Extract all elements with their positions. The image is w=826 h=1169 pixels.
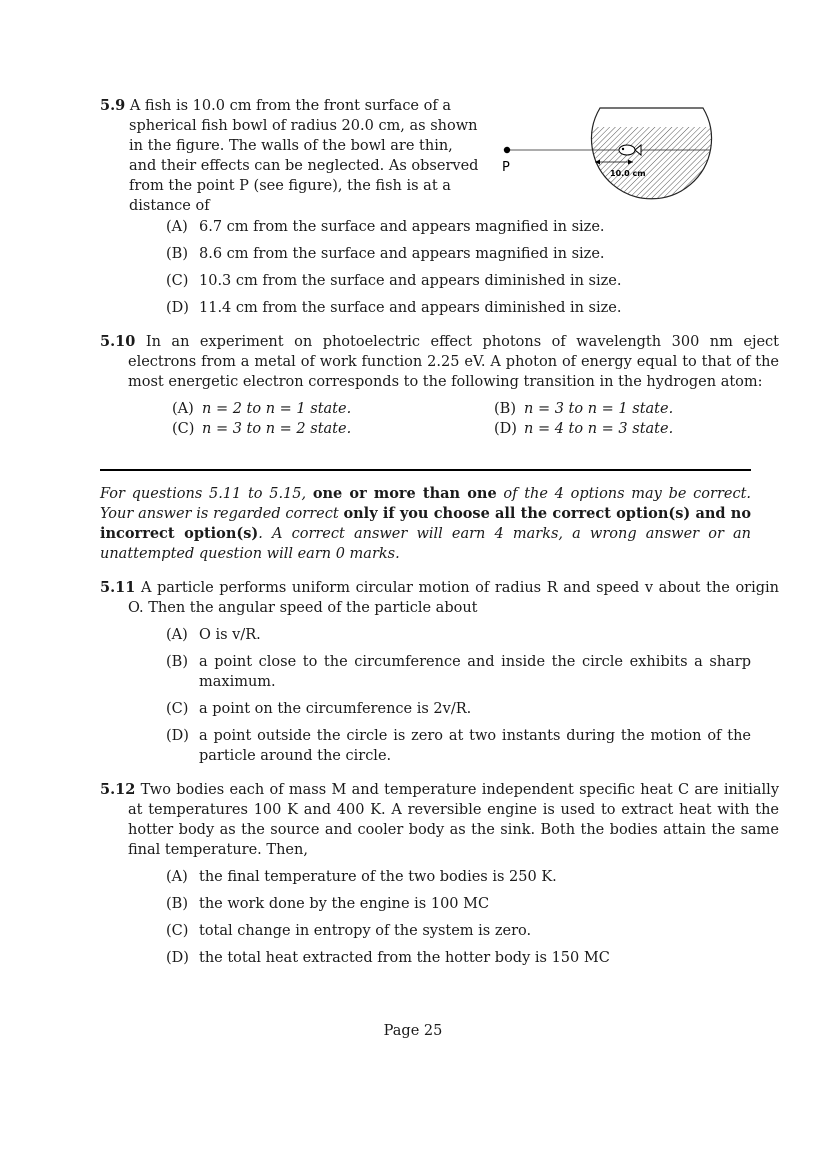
option-a[interactable]: [166, 217, 605, 237]
option-d[interactable]: [494, 419, 673, 439]
section-divider: [100, 469, 751, 471]
option-text: a point outside the circle is zero at two instants during the motion of the particle around the circle.: [199, 728, 751, 764]
option-a[interactable]: [166, 867, 557, 887]
stem-line: from the point P (see figure), the fish is at a: [129, 178, 451, 194]
question-number: 5.12: [100, 781, 136, 798]
option-label: (B): [166, 246, 188, 262]
option-label: (A): [166, 627, 188, 643]
question-number: 5.9: [100, 97, 126, 114]
option-label: (A): [166, 219, 188, 235]
page-number: Page 25: [383, 1023, 443, 1039]
instruction-emphasis: only if you choose all the correct option(s) and no incorrect option(s): [100, 505, 751, 542]
option-label: (B): [494, 401, 516, 417]
option-text: n = 3 to n = 2 state.: [202, 421, 352, 437]
option-d[interactable]: [166, 948, 610, 968]
instruction-text: of the 4 options may be correct. Your answer is regarded correct: [100, 486, 752, 522]
option-label: (C): [172, 421, 195, 437]
option-label: (D): [166, 300, 189, 316]
option-text: 6.7 cm from the surface and appears magnified in size.: [199, 219, 605, 235]
option-text: a point close to the circumference and inside the circle exhibits a sharp maximum.: [199, 654, 751, 690]
option-c[interactable]: [172, 419, 351, 439]
option-a[interactable]: [166, 625, 751, 645]
option-text: the total heat extracted from the hotter body is 150 MC: [199, 950, 610, 966]
option-text: O is v/R.: [199, 627, 261, 643]
option-text: n = 2 to n = 1 state.: [202, 401, 352, 417]
question-5-9-stem: [100, 96, 479, 216]
option-label: (A): [172, 401, 194, 417]
question-5-12: [100, 780, 779, 860]
instruction-emphasis: one or more than one: [312, 485, 497, 502]
option-b[interactable]: [166, 652, 751, 692]
option-c[interactable]: [166, 271, 621, 291]
fish-bowl-figure: [495, 100, 720, 210]
question-stem: In an experiment on photoelectric effect photons of wavelength 300 nm eject electrons from a metal of work function 2.25 eV. A photon of energy equal to that of the most energetic electron corresponds to the following transition in the hydrogen atom:: [128, 334, 780, 390]
option-label: (D): [166, 950, 189, 966]
point-p-marker: [504, 147, 510, 153]
option-c[interactable]: [166, 699, 751, 719]
section-instructions: [100, 484, 751, 564]
option-label: (B): [166, 896, 188, 912]
question-stem: Two bodies each of mass M and temperature independent specific heat C are initially at temperatures 100 K and 400 K. A reversible engine is used to extract heat with the hotter body as the source and cooler body as the sink. Both the bodies attain the same final temperature. Then,: [128, 782, 780, 858]
option-label: (C): [166, 923, 189, 939]
point-p-label: P: [502, 160, 510, 175]
option-text: n = 3 to n = 1 state.: [524, 401, 674, 417]
option-label: (C): [166, 273, 189, 289]
question-number: 5.11: [100, 579, 136, 596]
option-text: 11.4 cm from the surface and appears diminished in size.: [199, 300, 622, 316]
option-label: (B): [166, 654, 188, 670]
option-text: total change in entropy of the system is zero.: [199, 923, 532, 939]
option-c[interactable]: [166, 921, 531, 941]
stem-line: spherical fish bowl of radius 20.0 cm, as shown: [129, 118, 478, 134]
option-text: a point on the circumference is 2v/R.: [199, 701, 472, 717]
instruction-text: For questions 5.11 to 5.15,: [100, 486, 313, 502]
option-text: the work done by the engine is 100 MC: [199, 896, 490, 912]
option-text: the final temperature of the two bodies is 250 K.: [199, 869, 557, 885]
option-text: n = 4 to n = 3 state.: [524, 421, 674, 437]
option-label: (C): [166, 701, 189, 717]
question-number: 5.10: [100, 333, 136, 350]
question-5-9: [100, 96, 479, 216]
distance-label: 10.0 cm: [610, 169, 646, 178]
option-a[interactable]: [172, 399, 351, 419]
option-b[interactable]: [166, 894, 489, 914]
option-d[interactable]: [166, 298, 621, 318]
question-5-10: [100, 332, 779, 392]
stem-line: distance of: [129, 198, 210, 214]
option-text: 10.3 cm from the surface and appears diminished in size.: [199, 273, 622, 289]
option-d[interactable]: [166, 726, 751, 766]
option-b[interactable]: [166, 244, 605, 264]
instruction-text: . A correct answer will earn 4 marks, a wrong answer or an unattempted question will earn 0 marks.: [100, 526, 751, 562]
question-stem: A particle performs uniform circular motion of radius R and speed v about the origin O. Then the angular speed of the particle about: [128, 580, 780, 616]
stem-line: in the figure. The walls of the bowl are thin,: [129, 138, 453, 154]
option-label: (D): [494, 421, 517, 437]
option-text: 8.6 cm from the surface and appears magnified in size.: [199, 246, 605, 262]
water-hatch: [585, 127, 720, 210]
option-b[interactable]: [494, 399, 673, 419]
stem-line: and their effects can be neglected. As observed: [129, 158, 479, 174]
stem-line: A fish is 10.0 cm from the front surface of a: [129, 98, 451, 114]
option-label: (D): [166, 728, 189, 744]
question-5-11: [100, 578, 779, 618]
option-label: (A): [166, 869, 188, 885]
